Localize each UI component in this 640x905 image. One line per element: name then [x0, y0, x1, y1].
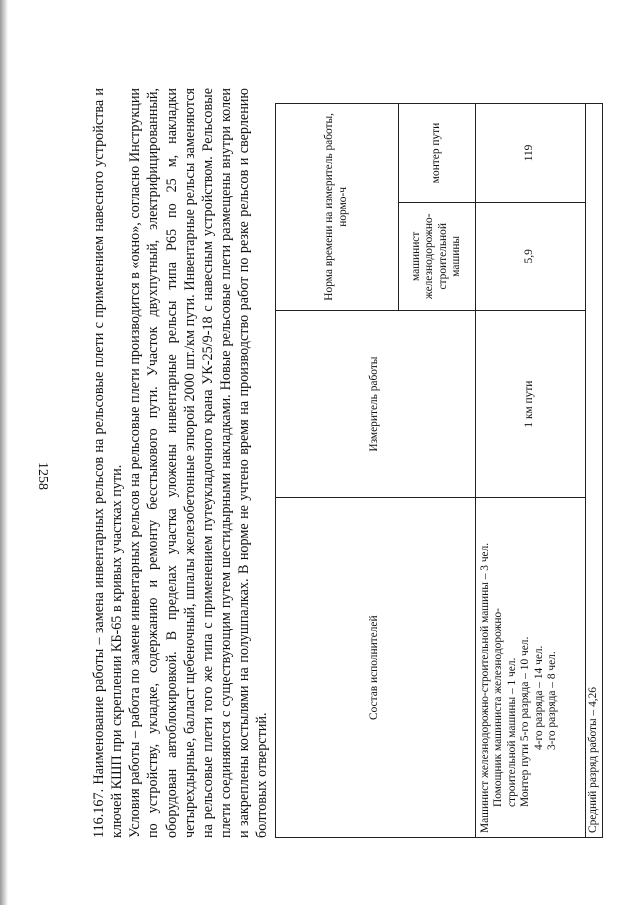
header-machinist: машинист железнодорожно-строительной машины: [398, 202, 475, 310]
rotated-page-content: [90, 88, 640, 838]
work-conditions: Условия работы – работа по замене инвентарных рельсов на рельсовые плети производится в «окно», согласно Инструкции по устройству, укладке, содержанию и ремонту бесстыкового пути. Участок двухпутный, электрифицированный, оборудован автоблокировкой. В пределах участка уложены инвентарные рельсы типа Р65 по 25 м, накладки четырехдырные, балласт щебеночный, шпалы железобетонные эпюрой 2000 шт./км пути. Инвентарные рельсы заменяются на рельсовые плети того же типа с применением путеукладочного крана УК-25/9-18 с навесным устройством. Рельсовые плети соединяются с существующим путем шестидырными накладками. Новые рельсовые плети размещены внутри колеи и закреплены костылями на полушпалках. В норме не учтено время на производство работ по резке рельсов и сверлению болтовых отверстий.: [127, 88, 271, 838]
time-norm-table: [275, 103, 603, 838]
composition-line: Помощник машиниста железнодорожно-: [492, 608, 505, 807]
header-track-fitter: монтер пути: [398, 104, 475, 203]
section-text: [90, 88, 272, 838]
composition-line: Монтер пути 5-го разряда – 10 чел.: [519, 636, 532, 807]
table-header-row: [275, 104, 398, 838]
composition-cell: [475, 498, 585, 838]
composition-line: 3-го разряда – 8 чел.: [546, 651, 559, 750]
table-footer-row: [585, 104, 602, 838]
meter-cell: 1 км пути: [475, 310, 585, 498]
section-heading: 116.167. Наименование работы – замена инвентарных рельсов на рельсовые плети с применением навесного устройства и ключей КШП при скреплении КБ-65 в кривых участках пути.: [91, 88, 126, 838]
machinist-norm-cell: 5,9: [475, 202, 585, 310]
table-row: [475, 104, 585, 838]
composition-line: Машинист железнодорожно-строительной машины – 3 чел.: [478, 542, 491, 833]
composition-line: строительной машины – 1 чел.: [505, 657, 518, 807]
scan-edge-shadow: [0, 0, 8, 905]
composition-line: 4-го разряда – 14 чел.: [532, 645, 545, 750]
page-number: 1258: [35, 462, 50, 490]
header-composition: Состав исполнителей: [275, 498, 475, 838]
header-meter: Измеритель работы: [275, 310, 475, 498]
header-norm-group: Норма времени на измеритель работы, нормо-ч: [275, 104, 398, 311]
fitter-norm-cell: 119: [475, 104, 585, 203]
average-grade: Средний разряд работы – 4,26: [585, 104, 602, 838]
